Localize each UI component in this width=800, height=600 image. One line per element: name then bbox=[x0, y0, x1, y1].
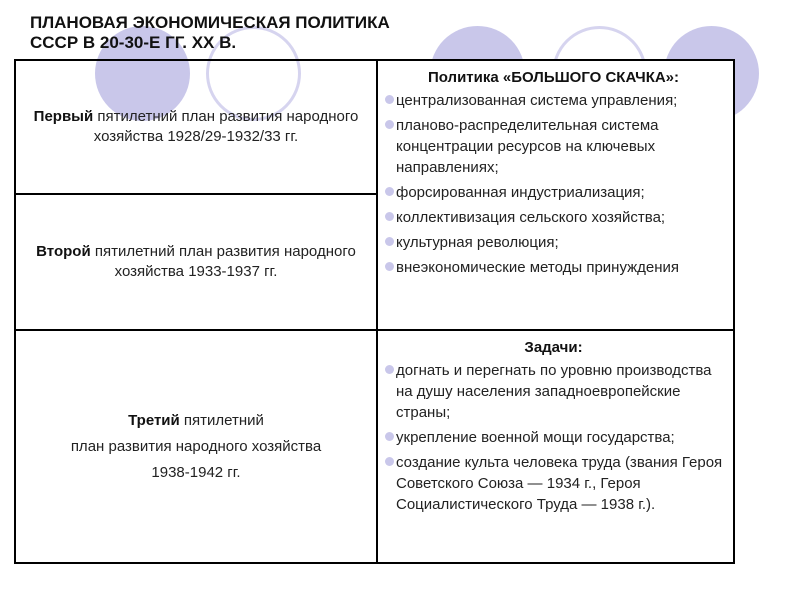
second-plan-text bbox=[16, 242, 376, 282]
first-plan-description: пятилетний план развития народного хозяйства 1928/29-1932/33 гг. bbox=[93, 108, 359, 145]
title-line-1: ПЛАНОВАЯ ЭКОНОМИЧЕСКАЯ ПОЛИТИКА bbox=[30, 13, 390, 32]
first-plan-text bbox=[16, 107, 376, 147]
tasks-heading: Задачи: bbox=[524, 339, 583, 356]
first-plan-ordinal: Первый bbox=[33, 108, 94, 125]
page-title bbox=[30, 13, 390, 53]
third-plan-cell bbox=[15, 330, 377, 563]
list-item: догнать и перегнать по уровню производства на душу населения западноевропейские страны; bbox=[384, 360, 723, 423]
third-plan-text bbox=[16, 408, 376, 486]
tasks-list bbox=[384, 360, 723, 515]
list-item: культурная революция; bbox=[384, 232, 723, 253]
table-row bbox=[15, 60, 734, 194]
third-plan-description-1: пятилетний bbox=[179, 411, 264, 429]
list-item: форсированная индустриализация; bbox=[384, 182, 723, 203]
policy-list bbox=[384, 90, 723, 278]
list-item: планово-распределительная система концентрации ресурсов на ключевых направлениях; bbox=[384, 115, 723, 178]
list-item: коллективизация сельского хозяйства; bbox=[384, 207, 723, 228]
second-plan-cell bbox=[15, 194, 377, 330]
third-plan-ordinal: Третий bbox=[128, 411, 180, 429]
policy-heading: Политика «БОЛЬШОГО СКАЧКА»: bbox=[427, 69, 680, 86]
title-line-2: СССР В 20-30-Е ГГ. XX В. bbox=[30, 33, 237, 52]
policy-table bbox=[14, 59, 735, 564]
third-plan-years: 1938-1942 гг. bbox=[151, 463, 241, 481]
third-plan-description-2: план развития народного хозяйства bbox=[70, 437, 322, 455]
list-item: создание культа человека труда (звания Героя Советского Союза — 1934 г., Героя Социалистического Труда — 1938 г.). bbox=[384, 452, 723, 515]
table-row bbox=[15, 330, 734, 563]
list-item: укрепление военной мощи государства; bbox=[384, 427, 723, 448]
tasks-cell bbox=[377, 330, 734, 563]
second-plan-description: пятилетний план развития народного хозяйства 1933-1937 гг. bbox=[90, 243, 356, 280]
list-item: внеэкономические методы принуждения bbox=[384, 257, 723, 278]
list-item: централизованная система управления; bbox=[384, 90, 723, 111]
policy-cell bbox=[377, 60, 734, 330]
first-plan-cell bbox=[15, 60, 377, 194]
second-plan-ordinal: Второй bbox=[36, 243, 91, 260]
